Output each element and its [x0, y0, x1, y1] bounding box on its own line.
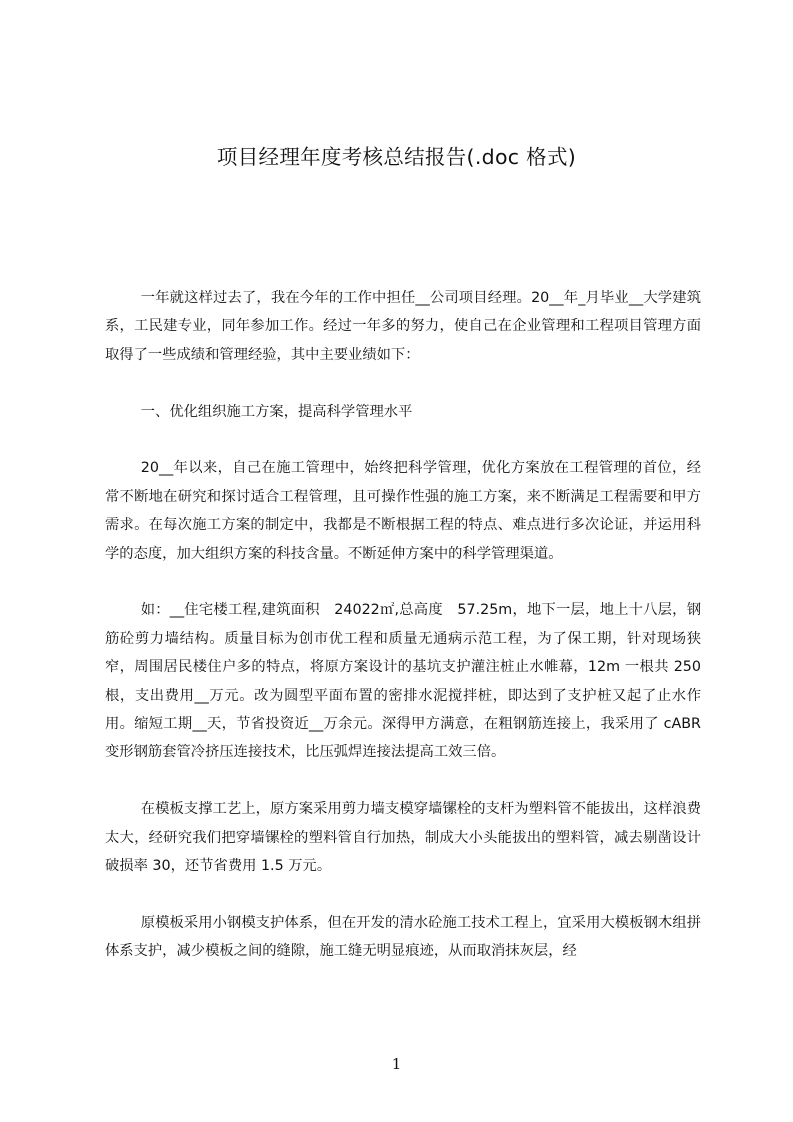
document-body — [105, 284, 701, 994]
page-number: 1 — [391, 1055, 402, 1073]
body-paragraph: 20__年以来，自己在施工管理中，始终把科学管理，优化方案放在工程管理的首位，经常不断地在研究和探讨适合工程管理，且可操作性强的施工方案，来不断满足工程需要和甲方需求。在每次施工方案的制定中，我都是不断根据工程的特点、难点进行多次论证，并运用科学的态度，加大组织方案的科技含量。不断延伸方案中的科学管理渠道。 — [105, 460, 701, 562]
body-paragraph: 在模板支撑工艺上，原方案采用剪力墙支模穿墙镙栓的支杆为塑料管不能拔出，这样浪费太大，经研究我们把穿墙镙栓的塑料管自行加热，制成大小头能拔出的塑料管，减去剔凿设计破损率 30，还节省费用 1.5 万元。 — [105, 801, 701, 875]
body-paragraph: 如：__住宅楼工程,建筑面积 24022㎡,总高度 57.25m，地下一层，地上十八层，钢筋砼剪力墙结构。质量目标为创市优工程和质量无通病示范工程，为了保工期，针对现场狭窄，周围居民楼住户多的特点，将原方案设计的基坑支护灌注桩止水帷幕，12m 一根共 250 根，支出费用__万元。改为圆型平面布置的密排水泥搅拌桩，即达到了支护桩又起了止水作用。缩短工期__天，节省投资近__万余元。深得甲方满意，在粗钢筋连接上，我采用了 cABR 变形钢筋套管冷挤压连接技术，比压弧焊连接法提高工效三倍。 — [105, 602, 701, 761]
intro-paragraph: 一年就这样过去了，我在今年的工作中担任__公司项目经理。20__年_月毕业__大学建筑系，工民建专业，同年参加工作。经过一年多的努力，使自己在企业管理和工程项目管理方面取得了一些成绩和管理经验，其中主要业绩如下： — [105, 290, 701, 363]
section-heading-1: 一、优化组织施工方案，提高科学管理水平 — [140, 403, 413, 420]
document-title: 项目经理年度考核总结报告(.doc 格式) — [216, 145, 577, 169]
body-paragraph: 原模板采用小钢模支护体系，但在开发的清水砼施工技术工程上，宜采用大模板钢木组拼体系支护，减少模板之间的缝隙，施工缝无明显痕迹，从而取消抹灰层，经 — [105, 914, 701, 960]
